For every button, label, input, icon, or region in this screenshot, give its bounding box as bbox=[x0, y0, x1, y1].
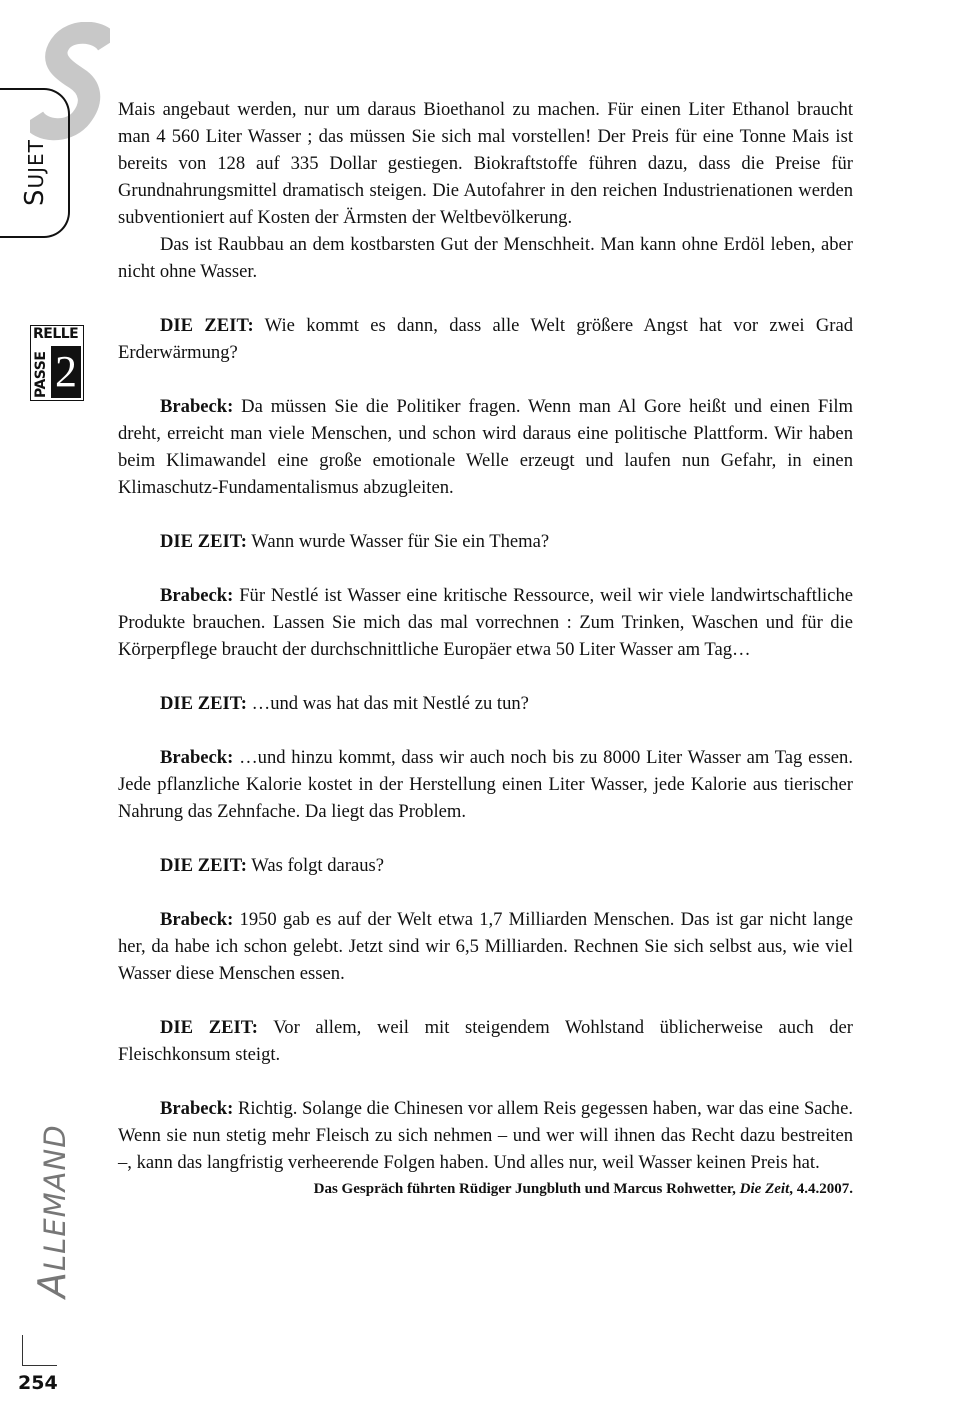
credit-source: Die Zeit bbox=[739, 1181, 790, 1197]
turn-text: 1950 gab es auf der Welt etwa 1,7 Milliarden Menschen. Das ist gar nicht lange her, da habe ich schon gelebt. Jetzt sind wir 6,5 Milliarden. Rechnen Sie sich selbst aus, wie viel Wasser diese Menschen essen. bbox=[118, 909, 853, 984]
turn-text: Richtig. Solange die Chinesen vor allem Reis gegessen haben, war das eine Sache. Wenn sie nun stetig mehr Fleisch zu sich nehmen – und wer will ihnen das Recht dazu bestreiten –, kann das langfristig verheerende Folgen haben. Und alles nur, weil Wasser keinen Preis hat. bbox=[118, 1098, 853, 1173]
speaker-name: DIE ZEIT: bbox=[160, 855, 247, 876]
speaker-name: DIE ZEIT: bbox=[160, 315, 254, 336]
sujet-initial: S bbox=[20, 188, 50, 206]
logo-number: 2 bbox=[51, 346, 81, 398]
turn-text: Da müssen Sie die Politiker fragen. Wenn man Al Gore heißt und einen Film dreht, erreicht man viele Menschen, und schon wird daraus eine politische Plattform. Wir haben beim Klimawandel eine große emotionale Welle erzeugt und laufen nun Gefahr, in einen Klimaschutz-Fundamentalismus abzugleiten. bbox=[118, 396, 853, 498]
speaker-name: Brabeck: bbox=[160, 909, 234, 930]
logo-top-text: RELLE bbox=[33, 326, 79, 342]
interview-turn bbox=[118, 528, 853, 555]
credit-prefix: Das Gespräch führten Rüdiger Jungbluth und Marcus Rohwetter, bbox=[313, 1181, 740, 1197]
page-number: 254 bbox=[18, 1372, 58, 1394]
passerelle-logo bbox=[30, 325, 84, 401]
turn-text: Vor allem, weil mit steigendem Wohlstand üblicherweise auch der Fleischkonsum steigt. bbox=[118, 1017, 853, 1065]
speaker-name: Brabeck: bbox=[160, 747, 234, 768]
interview-turn bbox=[118, 582, 853, 663]
turn-text: Für Nestlé ist Wasser eine kritische Ressource, weil wir viele landwirtschaftliche Produkte brauchen. Lassen Sie mich das mal vorrechnen : Zum Trinken, Waschen und für die Körperpflege braucht der durchschnittliche Europäer etwa 50 Liter Wasser am Tag… bbox=[118, 585, 853, 660]
sujet-rest: UJET bbox=[24, 139, 48, 189]
speaker-name: Brabeck: bbox=[160, 585, 234, 606]
subject-initial: A bbox=[30, 1271, 74, 1298]
subject-label bbox=[30, 1124, 74, 1298]
interview-turn bbox=[118, 1014, 853, 1068]
interview-turn bbox=[118, 393, 853, 501]
speaker-name: Brabeck: bbox=[160, 1098, 234, 1119]
interview-turn bbox=[118, 1095, 853, 1176]
corner-mark bbox=[22, 1335, 57, 1366]
speaker-name: DIE ZEIT: bbox=[160, 693, 247, 714]
sujet-label bbox=[20, 139, 50, 206]
intro-paragraph: Mais angebaut werden, nur um daraus Bioethanol zu machen. Für einen Liter Ethanol braucht man 4 560 Liter Wasser ; das müssen Sie sich mal vorstellen! Der Preis für eine Tonne Mais ist bereits von 128 auf 335 Dollar gestiegen. Biokraftstoffe führen dazu, dass die Preise für Grundnahrungsmittel dramatisch steigen. Die Autofahrer in den reichen Industrienationen werden subventioniert auf Kosten der Ärmsten der Weltbevölkerung. bbox=[118, 99, 853, 228]
turn-text: …und hinzu kommt, dass wir auch noch bis zu 8000 Liter Wasser am Tag essen. Jede pflanzliche Kalorie kostet in der Herstellung einen Liter Wasser, jede Kalorie aus tierischer Nahrung das Zehnfache. Da liegt das Problem. bbox=[118, 747, 853, 822]
speaker-name: DIE ZEIT: bbox=[160, 1017, 258, 1038]
turn-text: …und was hat das mit Nestlé zu tun? bbox=[246, 693, 529, 714]
interview-turn bbox=[118, 906, 853, 987]
speaker-name: DIE ZEIT: bbox=[160, 531, 247, 552]
interview-turns bbox=[118, 312, 853, 1176]
subject-rest: LLEMAND bbox=[38, 1124, 72, 1271]
article-body bbox=[118, 96, 853, 1200]
turn-text: Wie kommt es dann, dass alle Welt größere Angst hat vor zwei Grad Erderwärmung? bbox=[118, 315, 853, 363]
speaker-name: Brabeck: bbox=[160, 396, 234, 417]
interview-turn bbox=[118, 744, 853, 825]
credit-date: , 4.4.2007. bbox=[789, 1181, 853, 1197]
interview-turn bbox=[118, 852, 853, 879]
intro-continuation: Das ist Raubbau an dem kostbarsten Gut der Menschheit. Man kann ohne Erdöl leben, aber nicht ohne Wasser. bbox=[118, 234, 853, 282]
article-credit bbox=[118, 1178, 853, 1200]
interview-turn bbox=[118, 690, 853, 717]
turn-text: Wann wurde Wasser für Sie ein Thema? bbox=[246, 531, 550, 552]
interview-turn bbox=[118, 312, 853, 366]
turn-text: Was folgt daraus? bbox=[246, 855, 385, 876]
logo-side-text: PASSE bbox=[33, 351, 49, 398]
